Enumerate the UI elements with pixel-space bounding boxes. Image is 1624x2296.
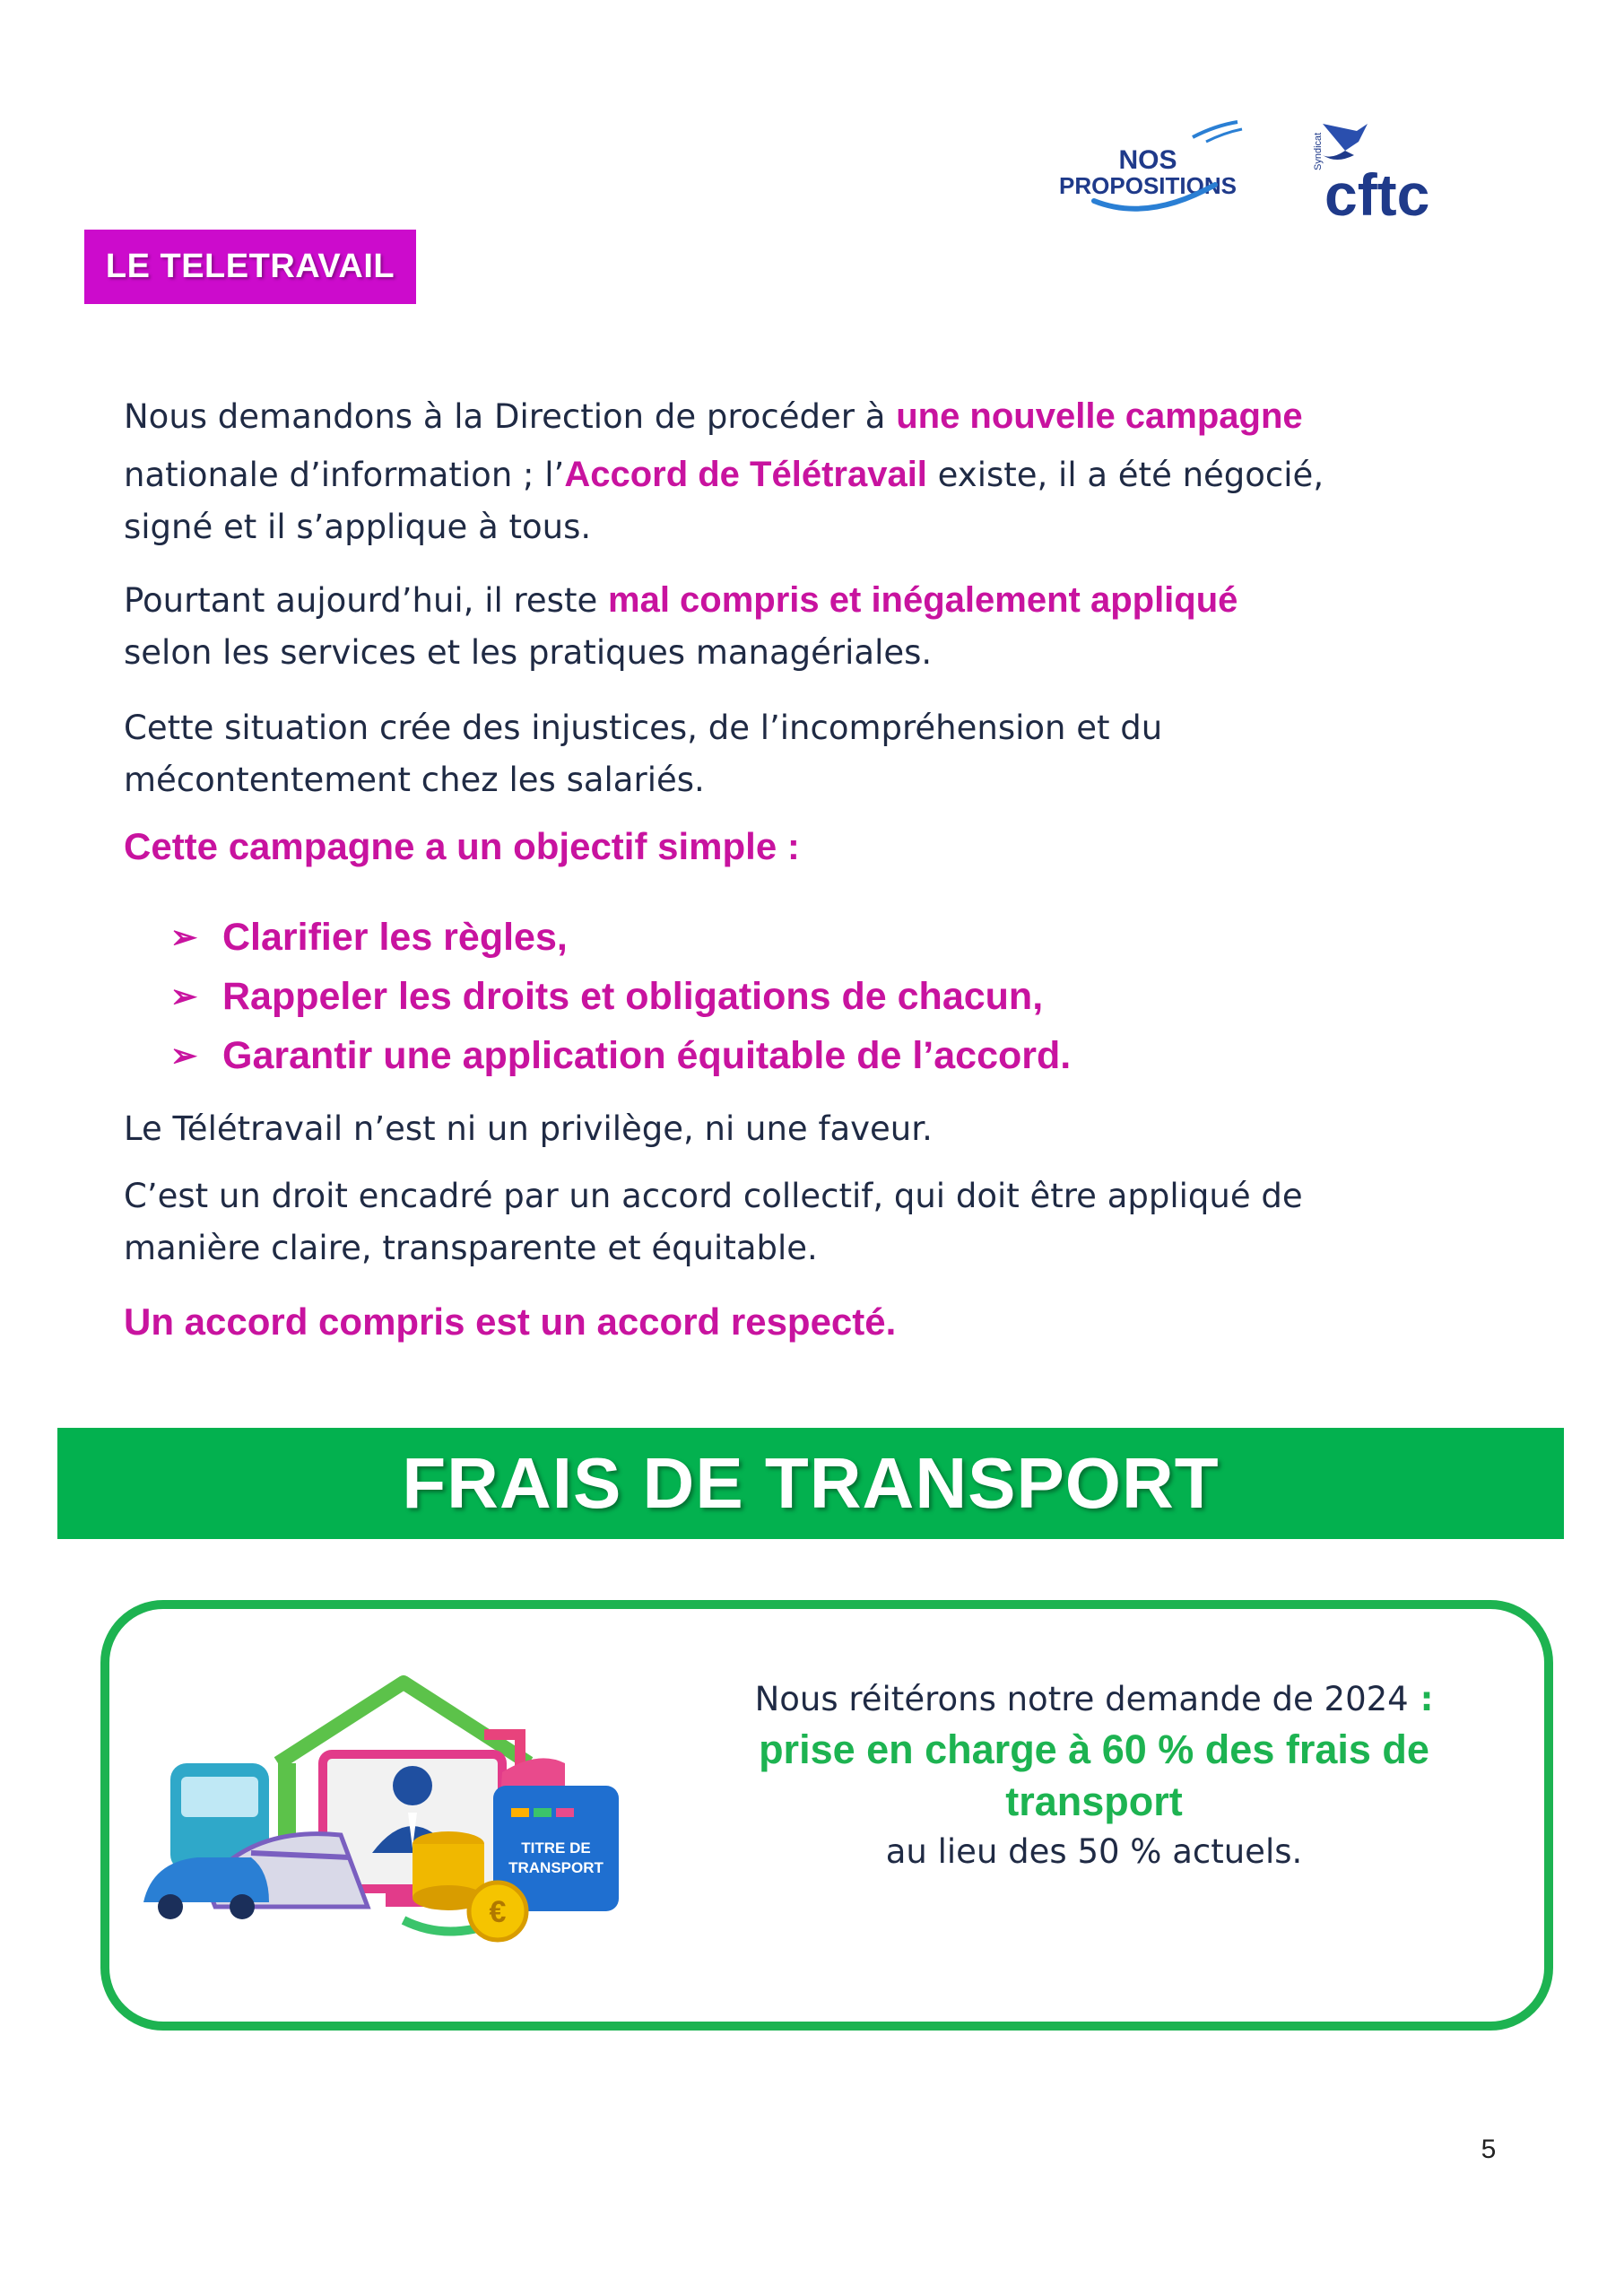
transport-highlight-2: transport [1005, 1779, 1183, 1824]
highlight-mal-compris: mal compris et inégalement appliqué [608, 580, 1238, 620]
arrow-bullet-icon: ➢ [170, 978, 198, 1014]
svg-text:NOS: NOS [1118, 145, 1177, 175]
intro-paragraph: Nous demandons à la Direction de procéder à une nouvelle campagne nationale d’information ; l’Accord de Télétravail existe, il a été négocié, signé et il s’applique à tous. [124, 396, 1324, 546]
nos-propositions-logo [1058, 115, 1251, 227]
cftc-logo [1305, 115, 1466, 222]
svg-text:Syndicat: Syndicat [1313, 132, 1324, 170]
objective-heading: Cette campagne a un objectif simple : [124, 825, 800, 867]
frais-transport-banner: FRAIS DE TRANSPORT [57, 1428, 1564, 1539]
transport-demand-text: Nous réitérons notre demande de 2024 : prise en charge à 60 % des frais de transport au lieu des 50 % actuels. [682, 1675, 1507, 1876]
transport-highlight: prise en charge à 60 % des frais de [759, 1726, 1429, 1772]
list-item: ➢ Rappeler les droits et obligations de chacun, [170, 974, 1044, 1018]
list-item: ➢ Clarifier les règles, [170, 915, 568, 959]
svg-text:TITRE DE: TITRE DE [521, 1839, 591, 1857]
svg-text:TRANSPORT: TRANSPORT [508, 1859, 604, 1876]
highlight-nouvelle-campagne: une nouvelle campagne [896, 396, 1303, 436]
arrow-bullet-icon: ➢ [170, 1037, 198, 1074]
svg-text:€: € [489, 1895, 507, 1929]
arrow-bullet-icon: ➢ [170, 918, 198, 955]
transport-illustration [143, 1665, 664, 1943]
svg-text:PROPOSITIONS: PROPOSITIONS [1059, 172, 1237, 199]
list-item: ➢ Garantir une application équitable de l’accord. [170, 1033, 1072, 1077]
closing-statement: Un accord compris est un accord respecté. [124, 1300, 897, 1343]
objective-list [170, 908, 1515, 1085]
situation-paragraph: Pourtant aujourd’hui, il reste mal compris et inégalement appliqué selon les services et les pratiques managériales. [124, 580, 1238, 672]
right-paragraph: C’est un droit encadré par un accord collectif, qui doit être appliqué de manière claire, transparente et équitable. [124, 1177, 1303, 1267]
svg-text:cftc: cftc [1324, 161, 1430, 222]
highlight-accord-teletravail: Accord de Télétravail [564, 455, 927, 494]
section-tag-teletravail: LE TELETRAVAIL [84, 230, 416, 304]
consequence-paragraph: Cette situation crée des injustices, de l’incompréhension et du mécontentement chez les salariés. [124, 709, 1163, 799]
privilege-paragraph: Le Télétravail n’est ni un privilège, ni une faveur. [124, 1109, 933, 1148]
page-number: 5 [1481, 2135, 1497, 2164]
